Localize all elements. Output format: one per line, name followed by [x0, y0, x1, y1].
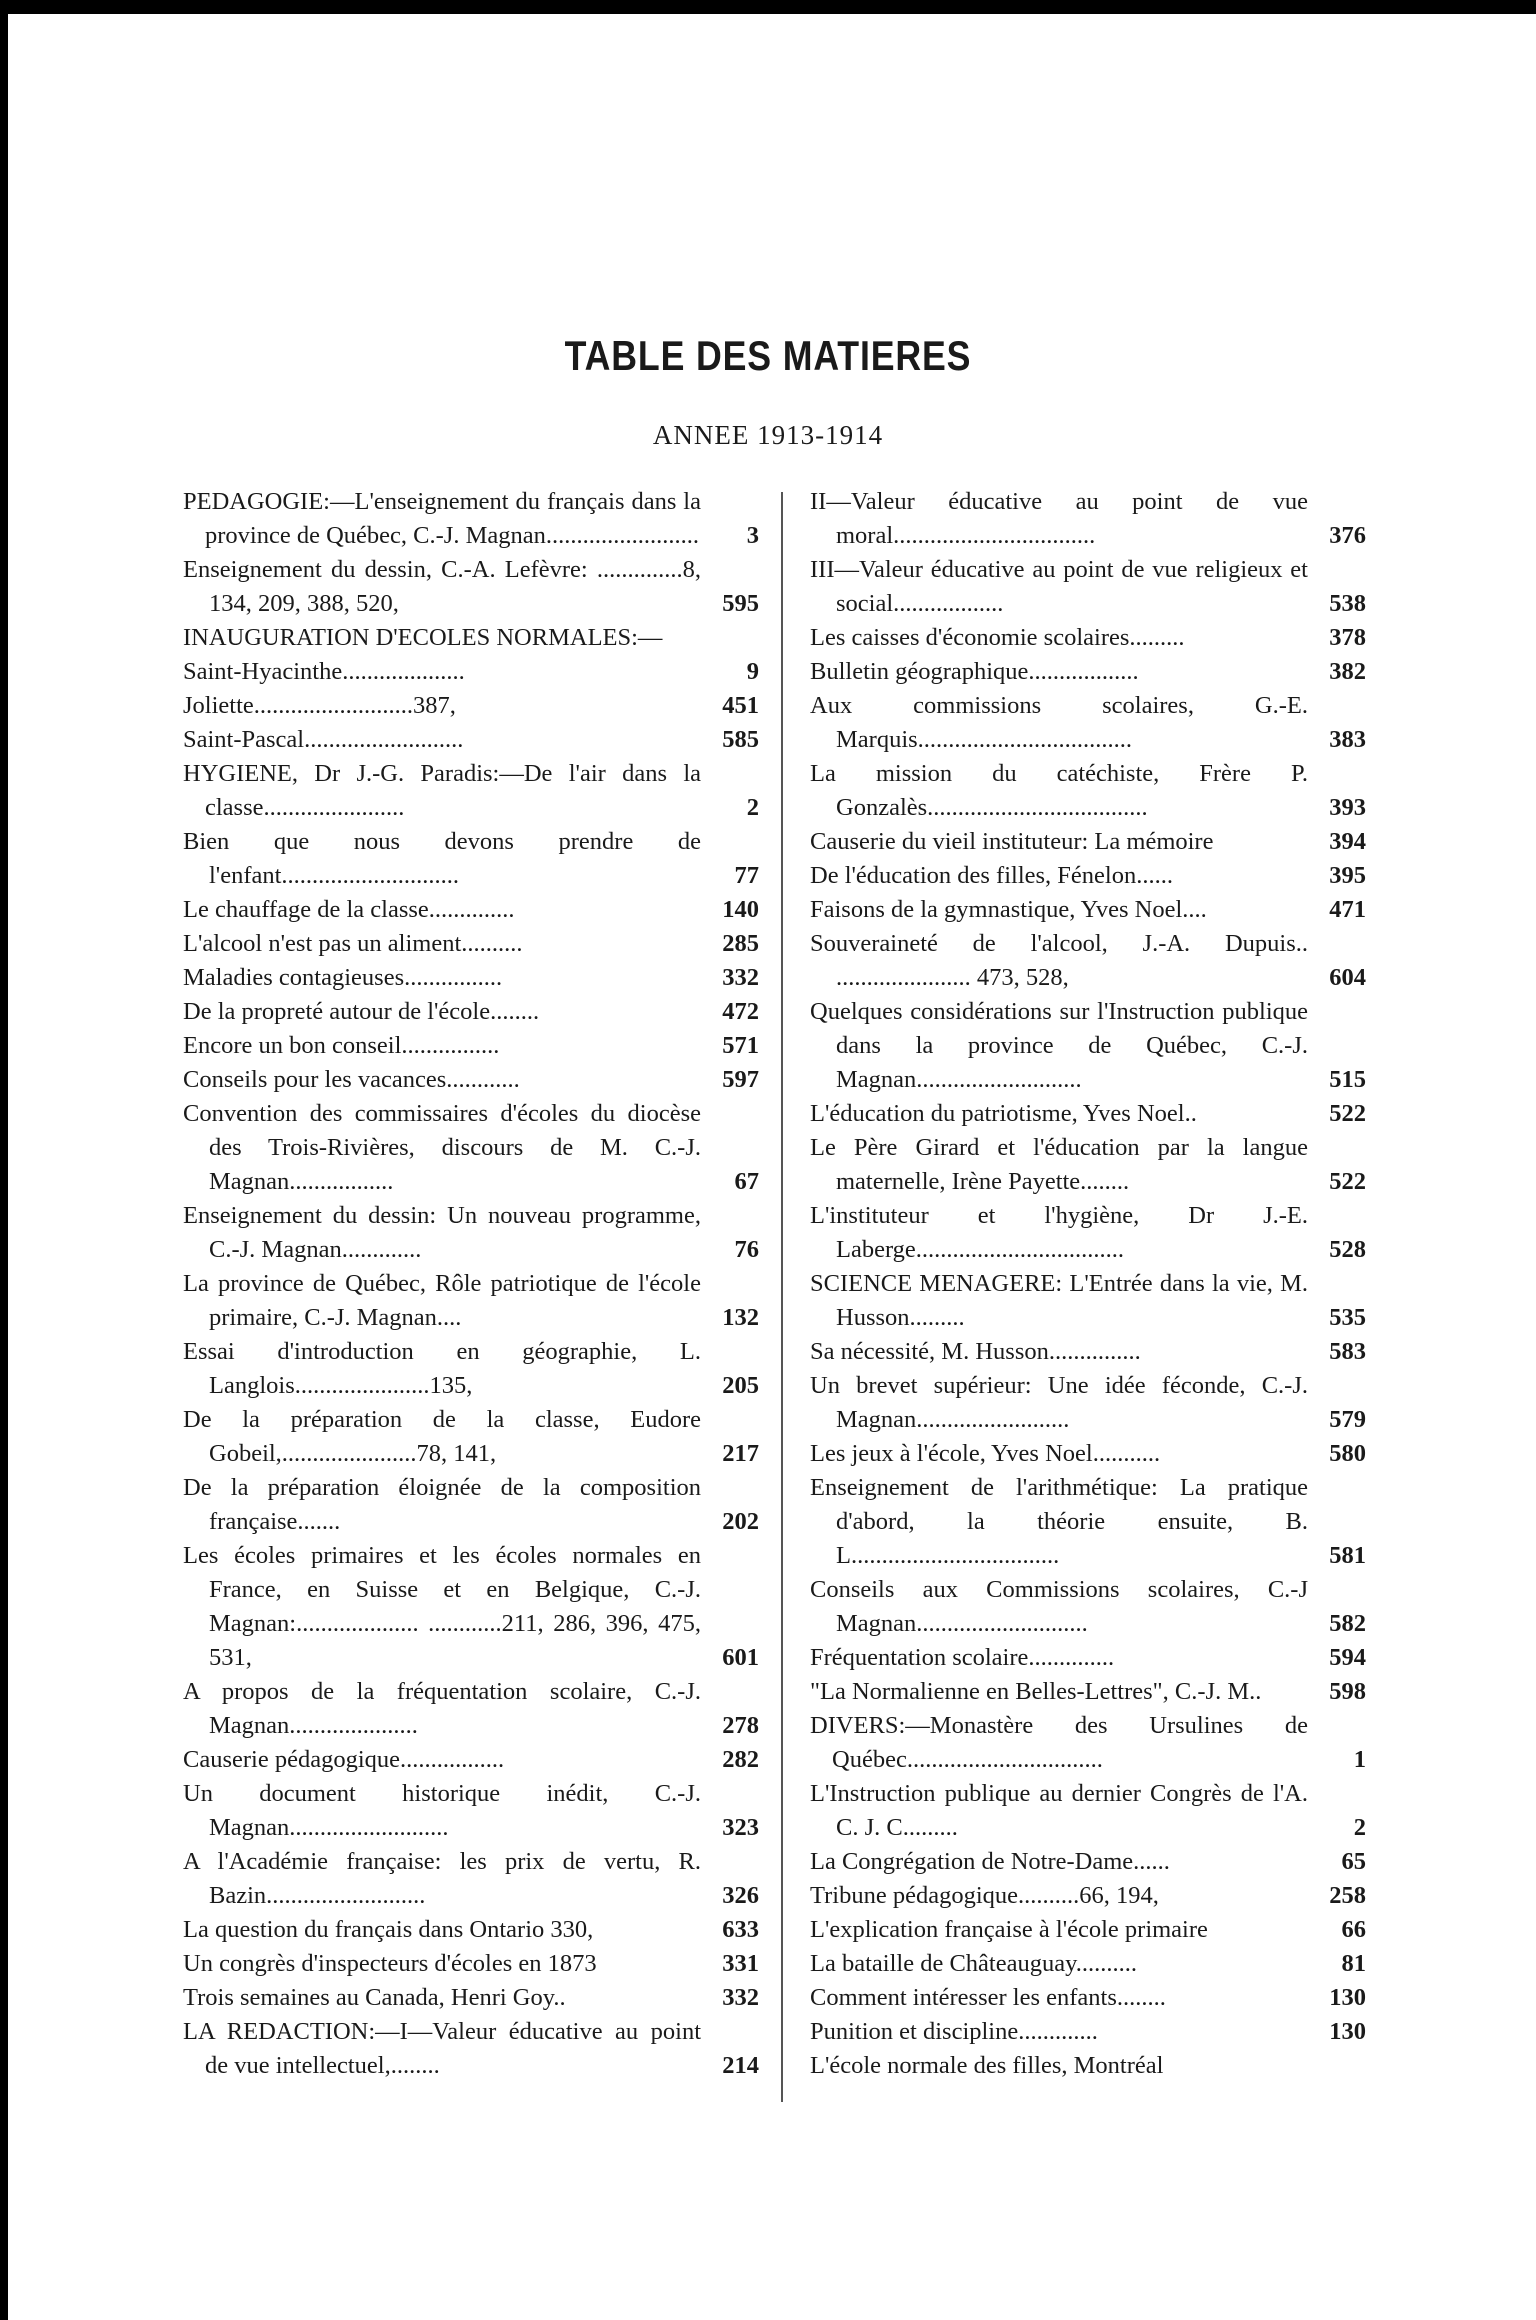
entry-text: Le chauffage de la classe.............. — [183, 896, 515, 923]
entry-text: Faisons de la gymnastique, Yves Noel.... — [810, 896, 1207, 923]
page-number: 1 — [1353, 1746, 1366, 1773]
entry-text: Trois semaines au Canada, Henri Goy.. — [183, 1984, 566, 2011]
entry-text: Un congrès d'inspecteurs d'écoles en 1873 — [183, 1950, 597, 1977]
toc-entry — [183, 1743, 763, 1777]
toc-entry — [183, 1913, 763, 1947]
page-number: 331 — [722, 1950, 759, 1977]
toc-entry — [810, 1573, 1370, 1641]
toc-section-heading — [183, 621, 763, 655]
toc-entry — [810, 1981, 1370, 2015]
entry-text: Causerie du vieil instituteur: La mémoire — [810, 828, 1214, 855]
toc-entry — [810, 995, 1370, 1097]
toc-entry — [810, 757, 1370, 825]
entry-text: De la propreté autour de l'école........ — [183, 998, 540, 1025]
page-number: 140 — [722, 896, 759, 923]
entry-text: L'école normale des filles, Montréal — [810, 2052, 1164, 2079]
page-number: 579 — [1329, 1406, 1366, 1433]
toc-entry — [810, 485, 1370, 553]
entry-text: De la préparation éloignée de la composition française....... — [183, 1474, 701, 1535]
entry-text: Enseignement du dessin, C.-A. Lefèvre: ..............8, 134, 209, 388, 520, — [183, 556, 701, 617]
toc-entry — [183, 1777, 763, 1845]
page-number: 383 — [1329, 726, 1366, 753]
entry-text: Bien que nous devons prendre de l'enfant............................. — [183, 828, 701, 889]
entry-text: L'éducation du patriotisme, Yves Noel.. — [810, 1100, 1197, 1127]
entry-text: Punition et discipline............. — [810, 2018, 1098, 2045]
toc-entry — [183, 1063, 763, 1097]
page-number: 583 — [1329, 1338, 1366, 1365]
entry-text: La question du français dans Ontario 330, — [183, 1916, 594, 1943]
entry-text: HYGIENE, Dr J.-G. Paradis:—De l'air dans la classe....................... — [183, 760, 701, 821]
toc-entry — [183, 1981, 763, 2015]
entry-text: LA REDACTION:—I—Valeur éducative au point de vue intellectuel,........ — [183, 2018, 701, 2079]
page-number: 535 — [1329, 1304, 1366, 1331]
page-number: 285 — [722, 930, 759, 957]
toc-entry — [810, 927, 1370, 995]
page-number: 472 — [722, 998, 759, 1025]
entry-text: Enseignement de l'arithmétique: La pratique d'abord, la théorie ensuite, B. L.................................. — [810, 1474, 1308, 1569]
toc-entry — [810, 1879, 1370, 1913]
entry-text: Fréquentation scolaire.............. — [810, 1644, 1115, 1671]
page-number: 66 — [1341, 1916, 1366, 1943]
entry-text: Les écoles primaires et les écoles normales en France, en Suisse et en Belgique, C.-J. Magnan:.................... ............211, 286, 396, 475, 531, — [183, 1542, 701, 1671]
page-number: 382 — [1329, 658, 1366, 685]
page-number: 376 — [1329, 522, 1366, 549]
page-number: 394 — [1329, 828, 1366, 855]
right-column — [810, 485, 1370, 2083]
entry-text: La mission du catéchiste, Frère P. Gonzalès.................................... — [810, 760, 1308, 821]
toc-entry — [183, 757, 763, 825]
entry-text: PEDAGOGIE:—L'enseignement du français dans la province de Québec, C.-J. Magnan......................... — [183, 488, 701, 549]
toc-entry — [810, 2049, 1370, 2083]
toc-entry — [183, 1335, 763, 1403]
toc-entry — [810, 621, 1370, 655]
page-number: 601 — [722, 1644, 759, 1671]
entry-text: II—Valeur éducative au point de vue moral................................. — [810, 488, 1308, 549]
entry-text: Encore un bon conseil................ — [183, 1032, 500, 1059]
toc-entry — [810, 825, 1370, 859]
toc-entry — [810, 859, 1370, 893]
toc-entry — [183, 893, 763, 927]
page-number: 571 — [722, 1032, 759, 1059]
toc-entry — [810, 1913, 1370, 1947]
toc-entry — [183, 1097, 763, 1199]
page-number: 81 — [1341, 1950, 1366, 1977]
entry-text: Sa nécessité, M. Husson............... — [810, 1338, 1141, 1365]
entry-text: Un brevet supérieur: Une idée féconde, C.-J. Magnan......................... — [810, 1372, 1308, 1433]
page-number: 130 — [1329, 2018, 1366, 2045]
page-number: 594 — [1329, 1644, 1366, 1671]
entry-text: III—Valeur éducative au point de vue religieux et social.................. — [810, 556, 1308, 617]
entry-text: Conseils aux Commissions scolaires, C.-J Magnan............................ — [810, 1576, 1308, 1637]
page-number: 471 — [1329, 896, 1366, 923]
toc-entry — [183, 1947, 763, 1981]
page-number: 205 — [722, 1372, 759, 1399]
toc-entry — [810, 1097, 1370, 1131]
toc-entry — [810, 1335, 1370, 1369]
page-number: 67 — [734, 1168, 759, 1195]
toc-entry — [810, 1709, 1370, 1777]
toc-entry — [810, 1777, 1370, 1845]
toc-entry — [183, 825, 763, 893]
page-number: 217 — [722, 1440, 759, 1467]
entry-text: A propos de la fréquentation scolaire, C.-J. Magnan..................... — [183, 1678, 701, 1739]
page-number: 585 — [722, 726, 759, 753]
toc-entry — [810, 1369, 1370, 1437]
toc-entry — [183, 1471, 763, 1539]
entry-text: Joliette..........................387, — [183, 692, 456, 719]
page-number: 515 — [1329, 1066, 1366, 1093]
page-number: 522 — [1329, 1100, 1366, 1127]
page-number: 604 — [1329, 964, 1366, 991]
entry-text: Conseils pour les vacances............ — [183, 1066, 520, 1093]
page-number: 3 — [746, 522, 759, 549]
page-number: 282 — [722, 1746, 759, 1773]
left-column — [183, 485, 763, 2083]
toc-entry — [810, 1845, 1370, 1879]
page-number: 65 — [1341, 1848, 1366, 1875]
toc-entry — [810, 689, 1370, 757]
toc-entry — [183, 1539, 763, 1675]
entry-text: Un document historique inédit, C.-J. Magnan.......................... — [183, 1780, 701, 1841]
toc-entry — [183, 1675, 763, 1743]
entry-text: "La Normalienne en Belles-Lettres", C.-J. M.. — [810, 1678, 1262, 1705]
entry-text: Quelques considérations sur l'Instruction publique dans la province de Québec, C.-J. Magnan........................... — [810, 998, 1308, 1093]
page-number: 393 — [1329, 794, 1366, 821]
page-number: 522 — [1329, 1168, 1366, 1195]
entry-text: Saint-Hyacinthe.................... — [183, 658, 465, 685]
page-number: 9 — [746, 658, 759, 685]
page-number: 595 — [722, 590, 759, 617]
page-number: 528 — [1329, 1236, 1366, 1263]
page-number: 538 — [1329, 590, 1366, 617]
entry-text: A l'Académie française: les prix de vertu, R. Bazin.......................... — [183, 1848, 701, 1909]
page-number: 77 — [734, 862, 759, 889]
page-number: 130 — [1329, 1984, 1366, 2011]
toc-entry — [810, 1471, 1370, 1573]
toc-entry — [183, 485, 763, 553]
page-number: 598 — [1329, 1678, 1366, 1705]
toc-entry — [810, 893, 1370, 927]
page-number: 278 — [722, 1712, 759, 1739]
entry-text: La province de Québec, Rôle patriotique de l'école primaire, C.-J. Magnan.... — [183, 1270, 701, 1331]
page-number: 597 — [722, 1066, 759, 1093]
page-number: 2 — [1353, 1814, 1366, 1841]
entry-text: Maladies contagieuses................ — [183, 964, 503, 991]
entry-text: La bataille de Châteauguay.......... — [810, 1950, 1137, 1977]
page-number: 580 — [1329, 1440, 1366, 1467]
toc-entry — [183, 1199, 763, 1267]
page-number: 326 — [722, 1882, 759, 1909]
page-title: TABLE DES MATIERES — [564, 332, 972, 379]
page-number: 202 — [722, 1508, 759, 1535]
toc-entry — [810, 1675, 1370, 1709]
page-number: 378 — [1329, 624, 1366, 651]
toc-entry — [183, 1845, 763, 1913]
entry-text: SCIENCE MENAGERE: L'Entrée dans la vie, M. Husson......... — [810, 1270, 1308, 1331]
entry-text: La Congrégation de Notre-Dame...... — [810, 1848, 1170, 1875]
toc-entry — [810, 1947, 1370, 1981]
page-number: 395 — [1329, 862, 1366, 889]
toc-entry — [183, 1267, 763, 1335]
page-number: 214 — [722, 2052, 759, 2079]
toc-entry — [183, 689, 763, 723]
page-number: 451 — [722, 692, 759, 719]
entry-text: L'instituteur et l'hygiène, Dr J.-E. Laberge.................................. — [810, 1202, 1308, 1263]
toc-entry — [183, 927, 763, 961]
page-number: 582 — [1329, 1610, 1366, 1637]
entry-text: Tribune pédagogique..........66, 194, — [810, 1882, 1159, 1909]
toc-entry — [810, 1199, 1370, 1267]
toc-entry — [183, 961, 763, 995]
entry-text: Saint-Pascal.......................... — [183, 726, 464, 753]
toc-entry — [183, 723, 763, 757]
page-number: 332 — [722, 964, 759, 991]
page-number: 332 — [722, 1984, 759, 2011]
toc-entry — [810, 553, 1370, 621]
entry-text: Causerie pédagogique................. — [183, 1746, 505, 1773]
entry-text: Souveraineté de l'alcool, J.-A. Dupuis.. ...................... 473, 528, — [810, 930, 1308, 991]
page-number: 323 — [722, 1814, 759, 1841]
toc-entry — [810, 1131, 1370, 1199]
scan-top-border — [0, 0, 1536, 14]
page-number: 581 — [1329, 1542, 1366, 1569]
entry-text: De la préparation de la classe, Eudore Gobeil,......................78, 141, — [183, 1406, 701, 1467]
page-number: 258 — [1329, 1882, 1366, 1909]
page-number: 76 — [734, 1236, 759, 1263]
toc-entry — [810, 1641, 1370, 1675]
toc-entry — [810, 1437, 1370, 1471]
entry-text: Les caisses d'économie scolaires......... — [810, 624, 1185, 651]
toc-entry — [810, 1267, 1370, 1335]
entry-text: Comment intéresser les enfants........ — [810, 1984, 1166, 2011]
toc-entry — [183, 553, 763, 621]
toc-entry — [183, 995, 763, 1029]
entry-text: L'Instruction publique au dernier Congrès de l'A. C. J. C......... — [810, 1780, 1308, 1841]
scan-left-border — [0, 0, 8, 2320]
column-divider — [781, 492, 783, 2102]
toc-entry — [183, 655, 763, 689]
entry-text: L'explication française à l'école primaire — [810, 1916, 1208, 1943]
toc-entry — [183, 1029, 763, 1063]
entry-text: Convention des commissaires d'écoles du diocèse des Trois-Rivières, discours de M. C.-J. Magnan................. — [183, 1100, 701, 1195]
toc-entry — [810, 655, 1370, 689]
entry-text: Bulletin géographique.................. — [810, 658, 1139, 685]
entry-text: Aux commissions scolaires, G.-E. Marquis................................... — [810, 692, 1308, 753]
entry-text: L'alcool n'est pas un aliment.......... — [183, 930, 523, 957]
entry-text: Le Père Girard et l'éducation par la langue maternelle, Irène Payette........ — [810, 1134, 1308, 1195]
toc-entry — [810, 2015, 1370, 2049]
page-number: 2 — [746, 794, 759, 821]
year-subtitle: ANNEE 1913-1914 — [652, 420, 884, 450]
toc-entry — [183, 2015, 763, 2083]
entry-text: Les jeux à l'école, Yves Noel........... — [810, 1440, 1161, 1467]
page-number: 633 — [722, 1916, 759, 1943]
entry-text: DIVERS:—Monastère des Ursulines de Québec................................ — [810, 1712, 1308, 1773]
entry-text: Enseignement du dessin: Un nouveau programme, C.-J. Magnan............. — [183, 1202, 701, 1263]
toc-entry — [183, 1403, 763, 1471]
entry-text: INAUGURATION D'ECOLES NORMALES:— — [183, 624, 663, 651]
page-number: 132 — [722, 1304, 759, 1331]
entry-text: Essai d'introduction en géographie, L. Langlois......................135, — [183, 1338, 701, 1399]
entry-text: De l'éducation des filles, Fénelon...... — [810, 862, 1173, 889]
